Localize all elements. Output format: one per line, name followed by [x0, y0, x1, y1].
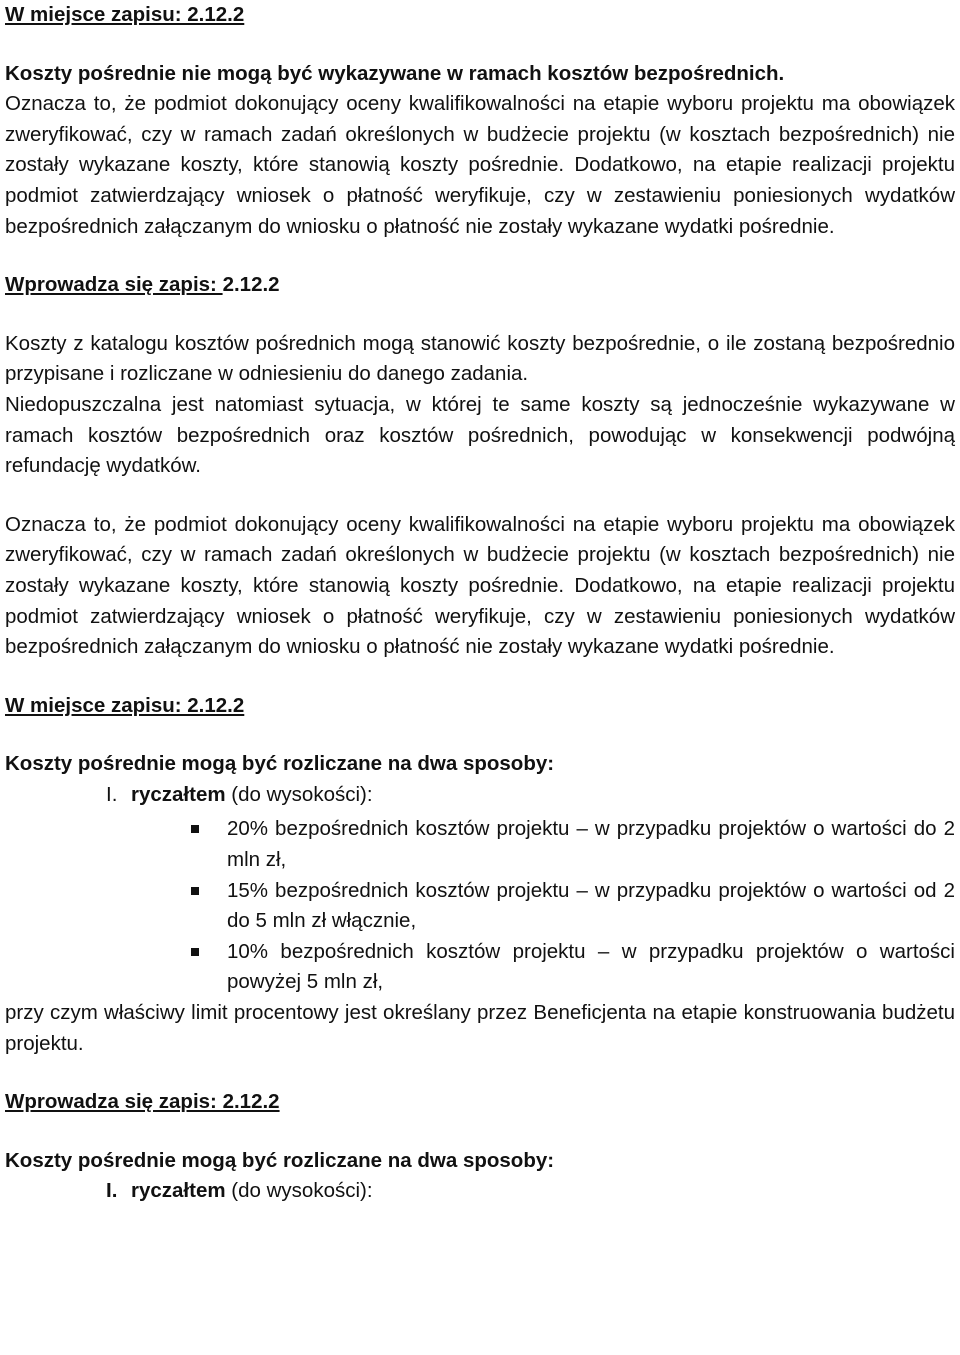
section-heading-introduce-1	[5, 270, 955, 301]
paragraph-limit: przy czym właściwy limit procentowy jest określany przez Beneficjenta na etapie konstruowania budżetu projektu.	[5, 1001, 955, 1055]
bullet-text: 10% bezpośrednich kosztów projektu – w przypadku projektów o wartości powyżej 5 mln zł,	[227, 939, 955, 994]
bullet-text: 20% bezpośrednich kosztów projektu – w przypadku projektów o wartości do 2 mln zł,	[227, 817, 955, 872]
statement-settlement-methods-2: Koszty pośrednie mogą być rozliczane na dwa sposoby:	[5, 1148, 555, 1172]
square-bullet-icon	[191, 937, 227, 998]
roman-numeral: I.	[106, 782, 118, 806]
roman-numeral: I.	[106, 1179, 118, 1203]
square-bullet-icon	[191, 876, 227, 937]
statement-indirect-costs: Koszty pośrednie nie mogą być wykazywane w ramach kosztów bezpośrednich.	[5, 61, 785, 85]
roman-list-item-1	[5, 780, 955, 811]
section-heading-replace-2: W miejsce zapisu: 2.12.2	[5, 693, 245, 717]
section-heading-replace-1: W miejsce zapisu: 2.12.2	[5, 3, 245, 26]
section-heading-introduce-2: Wprowadza się zapis: 2.12.2	[5, 1090, 280, 1114]
bullet-text: 15% bezpośrednich kosztów projektu – w przypadku projektów o wartości od 2 do 5 mln zł włącznie,	[227, 878, 955, 933]
paragraph-catalog-costs: Koszty z katalogu kosztów pośrednich mogą stanowić koszty bezpośrednie, o ile zostaną bezpośrednio przypisane i rozliczane w odniesieniu do danego zadania.	[5, 331, 955, 386]
bullet-item-20	[5, 814, 955, 875]
paragraph-verification-2: Oznacza to, że podmiot dokonujący oceny kwalifikowalności na etapie wyboru projektu ma obowiązek zweryfikować, czy w ramach zadań określonych w budżecie projektu (w kosztach bezpośrednich) nie zostały wykazane koszty, które stanowią koszty pośrednie. Dodatkowo, na etapie realizacji projektu podmiot zatwierdzający wniosek o płatność weryfikuje, czy w zestawieniu poniesionych wydatków bezpośrednich załączanym do wniosku o płatność nie zostały wykazane wydatki pośrednie.	[5, 512, 955, 659]
lump-sum-rest: (do wysokości):	[225, 782, 373, 806]
bullet-item-10	[5, 937, 955, 998]
lump-sum-rest: (do wysokości):	[225, 1179, 373, 1203]
roman-list-item-2	[5, 1176, 955, 1207]
bullet-item-15	[5, 876, 955, 937]
document-page	[5, 0, 955, 1207]
lump-sum-label: ryczałtem	[131, 782, 226, 806]
paragraph-double-refund: Niedopuszczalna jest natomiast sytuacja, w której te same koszty są jednocześnie wykazywane w ramach kosztów bezpośrednich oraz kosztów pośrednich, powodując w konsekwencji podwójną refundację wydatków.	[5, 392, 955, 478]
statement-settlement-methods-1: Koszty pośrednie mogą być rozliczane na dwa sposoby:	[5, 752, 555, 776]
square-bullet-icon	[191, 814, 227, 875]
heading-number: 2.12.2	[222, 273, 280, 297]
paragraph-verification-1: Oznacza to, że podmiot dokonujący oceny kwalifikowalności na etapie wyboru projektu ma obowiązek zweryfikować, czy w ramach zadań określonych w budżecie projektu (w kosztach bezpośrednich) nie zostały wykazane koszty, które stanowią koszty pośrednie. Dodatkowo, na etapie realizacji projektu podmiot zatwierdzający wniosek o płatność weryfikuje, czy w zestawieniu poniesionych wydatków bezpośrednich załączanym do wniosku o płatność nie zostały wykazane wydatki pośrednie.	[5, 92, 955, 238]
lump-sum-label: ryczałtem	[131, 1179, 226, 1203]
heading-underlined-part: Wprowadza się zapis:	[5, 273, 223, 297]
